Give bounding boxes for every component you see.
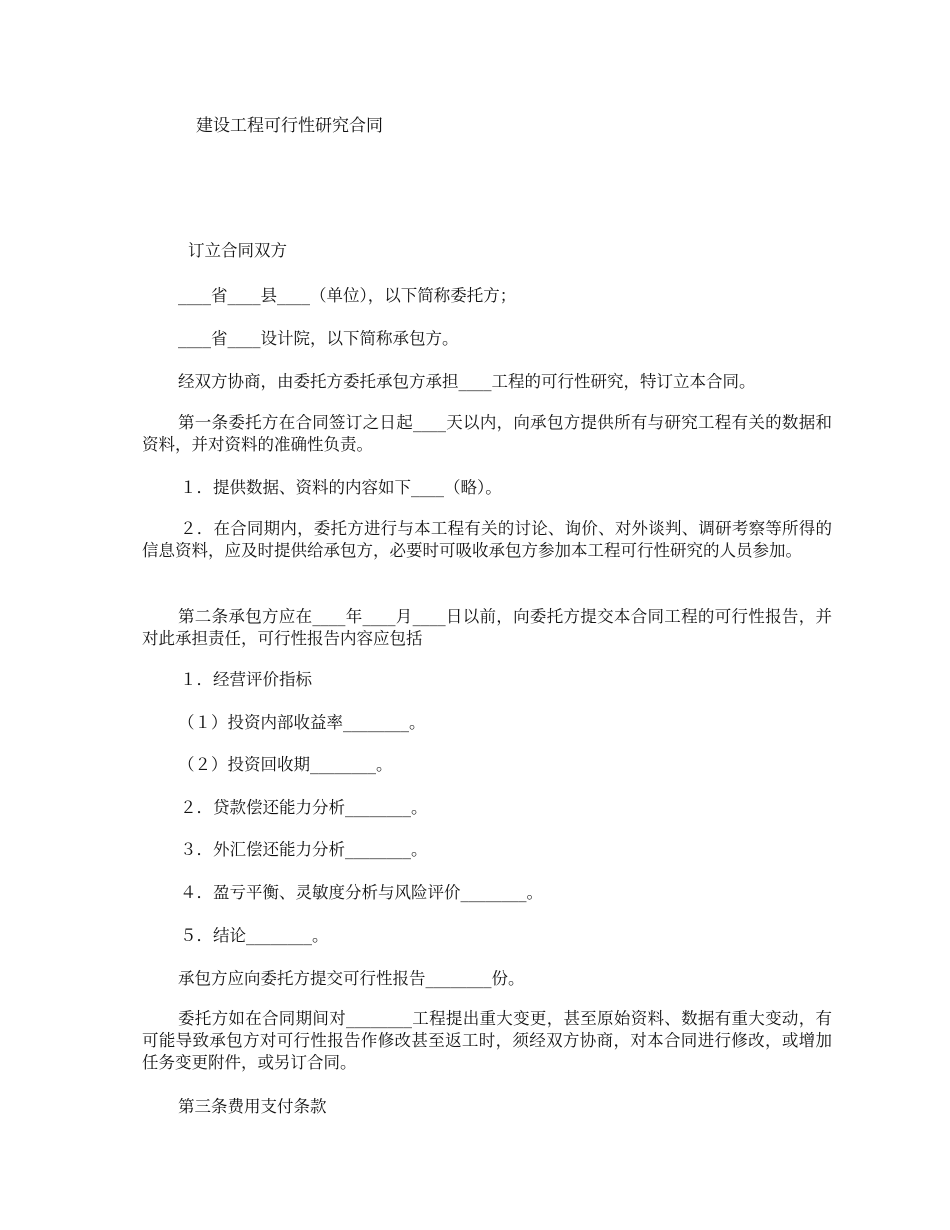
article-1-item-1: １．提供数据、资料的内容如下____（略）。 bbox=[180, 478, 502, 497]
article-2-item-3: ３．外汇偿还能力分析________。 bbox=[180, 840, 428, 859]
client-party-line: ____省____县____（单位），以下简称委托方； bbox=[178, 286, 517, 305]
changes-paragraph: 委托方如在合同期间对________工程提出重大变更，甚至原始资料、数据有重大变动，有可能导致承包方对可行性报告作修改甚至返工时，须经双方协商，对本合同进行修改，或增加任务变更附件，或另订合同。 bbox=[142, 1009, 832, 1072]
article-2-paragraph: 第二条承包方应在____年____月____日以前，向委托方提交本合同工程的可行性报告，并对此承担责任，可行性报告内容应包括 bbox=[142, 607, 832, 648]
article-2-item-5: ５．结论________。 bbox=[180, 926, 329, 945]
article-2-item-1-1: （１）投资内部收益率________。 bbox=[178, 713, 426, 732]
article-1-paragraph: 第一条委托方在合同签订之日起____天以内，向承包方提供所有与研究工程有关的数据和资料，并对资料的准确性负责。 bbox=[142, 413, 832, 454]
contract-parties-heading: 订立合同双方 bbox=[188, 241, 287, 260]
article-2-item-2: ２．贷款偿还能力分析________。 bbox=[180, 798, 428, 817]
document-title: 建设工程可行性研究合同 bbox=[196, 116, 383, 136]
article-2-item-1: １．经营评价指标 bbox=[180, 670, 312, 689]
article-2-item-1-2: （２）投资回收期________。 bbox=[178, 755, 393, 774]
article-3-heading: 第三条费用支付条款 bbox=[178, 1097, 327, 1116]
contractor-party-line: ____省____设计院，以下简称承包方。 bbox=[178, 329, 459, 348]
agreement-paragraph: 经双方协商，由委托方委托承包方承担____工程的可行性研究，特订立本合同。 bbox=[178, 372, 756, 391]
report-copies-paragraph: 承包方应向委托方提交可行性报告________份。 bbox=[178, 969, 525, 988]
article-1-item-2: ２．在合同期内，委托方进行与本工程有关的讨论、询价、对外谈判、调研考察等所得的信息资料，应及时提供给承包方，必要时可吸收承包方参加本工程可行性研究的人员参加。 bbox=[142, 519, 832, 560]
article-2-item-4: ４．盈亏平衡、灵敏度分析与风险评价________。 bbox=[180, 883, 543, 902]
